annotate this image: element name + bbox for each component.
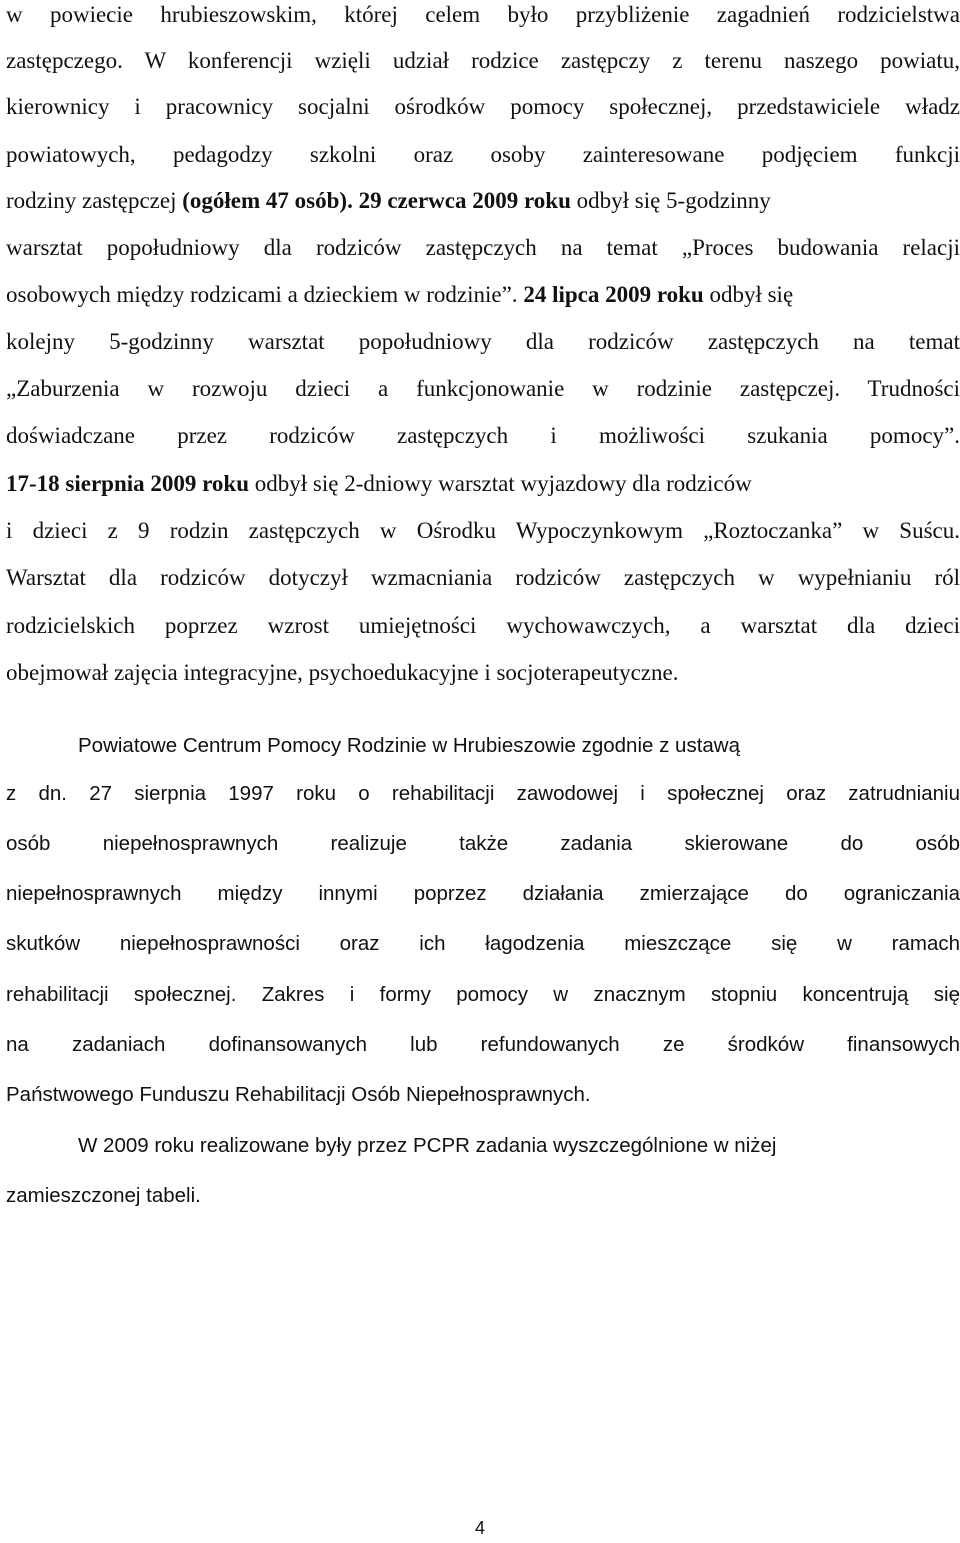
text-line: zamieszczonej tabeli. (6, 1184, 201, 1207)
text-line: „Zaburzenia w rozwoju dzieci a funkcjonowanie w rodzinie zastępczej. Trudności (6, 376, 960, 401)
text-line: na zadaniach dofinansowanych lub refundowanych ze środków finansowych (6, 1033, 960, 1056)
bold-text-run: (ogółem 47 osób). (182, 188, 353, 213)
text-line: zastępczego. W konferencji wzięli udział rodzice zastępczy z terenu naszego powiatu, (6, 48, 960, 73)
text-line: W 2009 roku realizowane były przez PCPR zadania wyszczególnione w niżej (78, 1134, 777, 1157)
text-line (6, 280, 960, 310)
text-line: w powiecie hrubieszowskim, której celem było przybliżenie zagadnień rodzicielstwa (6, 2, 960, 27)
text-line: skutków niepełnosprawności oraz ich łagodzenia mieszczące się w ramach (6, 932, 960, 955)
text-line: rehabilitacji społecznej. Zakres i formy pomocy w znacznym stopniu koncentrują się (6, 983, 960, 1006)
text-line: i dzieci z 9 rodzin zastępczych w Ośrodku Wypoczynkowym „Roztoczanka” w Suścu. (6, 518, 960, 543)
text-line: osób niepełnosprawnych realizuje także zadania skierowane do osób (6, 832, 960, 855)
text-line: kolejny 5-godzinny warsztat popołudniowy dla rodziców zastępczych na temat (6, 329, 960, 354)
text-line: Warsztat dla rodziców dotyczył wzmacniania rodziców zastępczych w wypełnianiu ról (6, 565, 960, 590)
bold-date: 17-18 sierpnia 2009 roku (6, 471, 250, 496)
text-line: powiatowych, pedagodzy szkolni oraz osoby zainteresowane podjęciem funkcji (6, 142, 960, 167)
page-number: 4 (474, 1518, 485, 1538)
text-run: osobowych między rodzicami a dzieckiem w rodzinie”. (6, 282, 524, 307)
text-line (6, 469, 960, 499)
text-line: obejmował zajęcia integracyjne, psychoedukacyjne i socjoterapeutyczne. (6, 660, 679, 685)
text-line: Państwowego Funduszu Rehabilitacji Osób Niepełnosprawnych. (6, 1083, 591, 1106)
bold-date: 29 czerwca 2009 roku (358, 188, 571, 213)
text-line: Powiatowe Centrum Pomocy Rodzinie w Hrubieszowie zgodnie z ustawą (78, 734, 740, 757)
text-run: odbył się 5-godzinny (570, 188, 771, 213)
text-run: odbył się 2-dniowy warsztat wyjazdowy dla rodziców (249, 471, 752, 496)
bold-date: 24 lipca 2009 roku (523, 282, 704, 307)
text-line: warsztat popołudniowy dla rodziców zastępczych na temat „Proces budowania relacji (6, 235, 960, 260)
text-run: odbył się (703, 282, 794, 307)
text-line (6, 186, 960, 216)
text-line: z dn. 27 sierpnia 1997 roku o rehabilitacji zawodowej i społecznej oraz zatrudnianiu (6, 782, 960, 805)
text-line: rodzicielskich poprzez wzrost umiejętności wychowawczych, a warsztat dla dzieci (6, 613, 960, 638)
text-line: niepełnosprawnych między innymi poprzez działania zmierzające do ograniczania (6, 882, 960, 905)
text-run: rodziny zastępczej (6, 188, 183, 213)
text-line: doświadczane przez rodziców zastępczych i możliwości szukania pomocy”. (6, 423, 960, 448)
text-line: kierownicy i pracownicy socjalni ośrodków pomocy społecznej, przedstawiciele władz (6, 94, 960, 119)
